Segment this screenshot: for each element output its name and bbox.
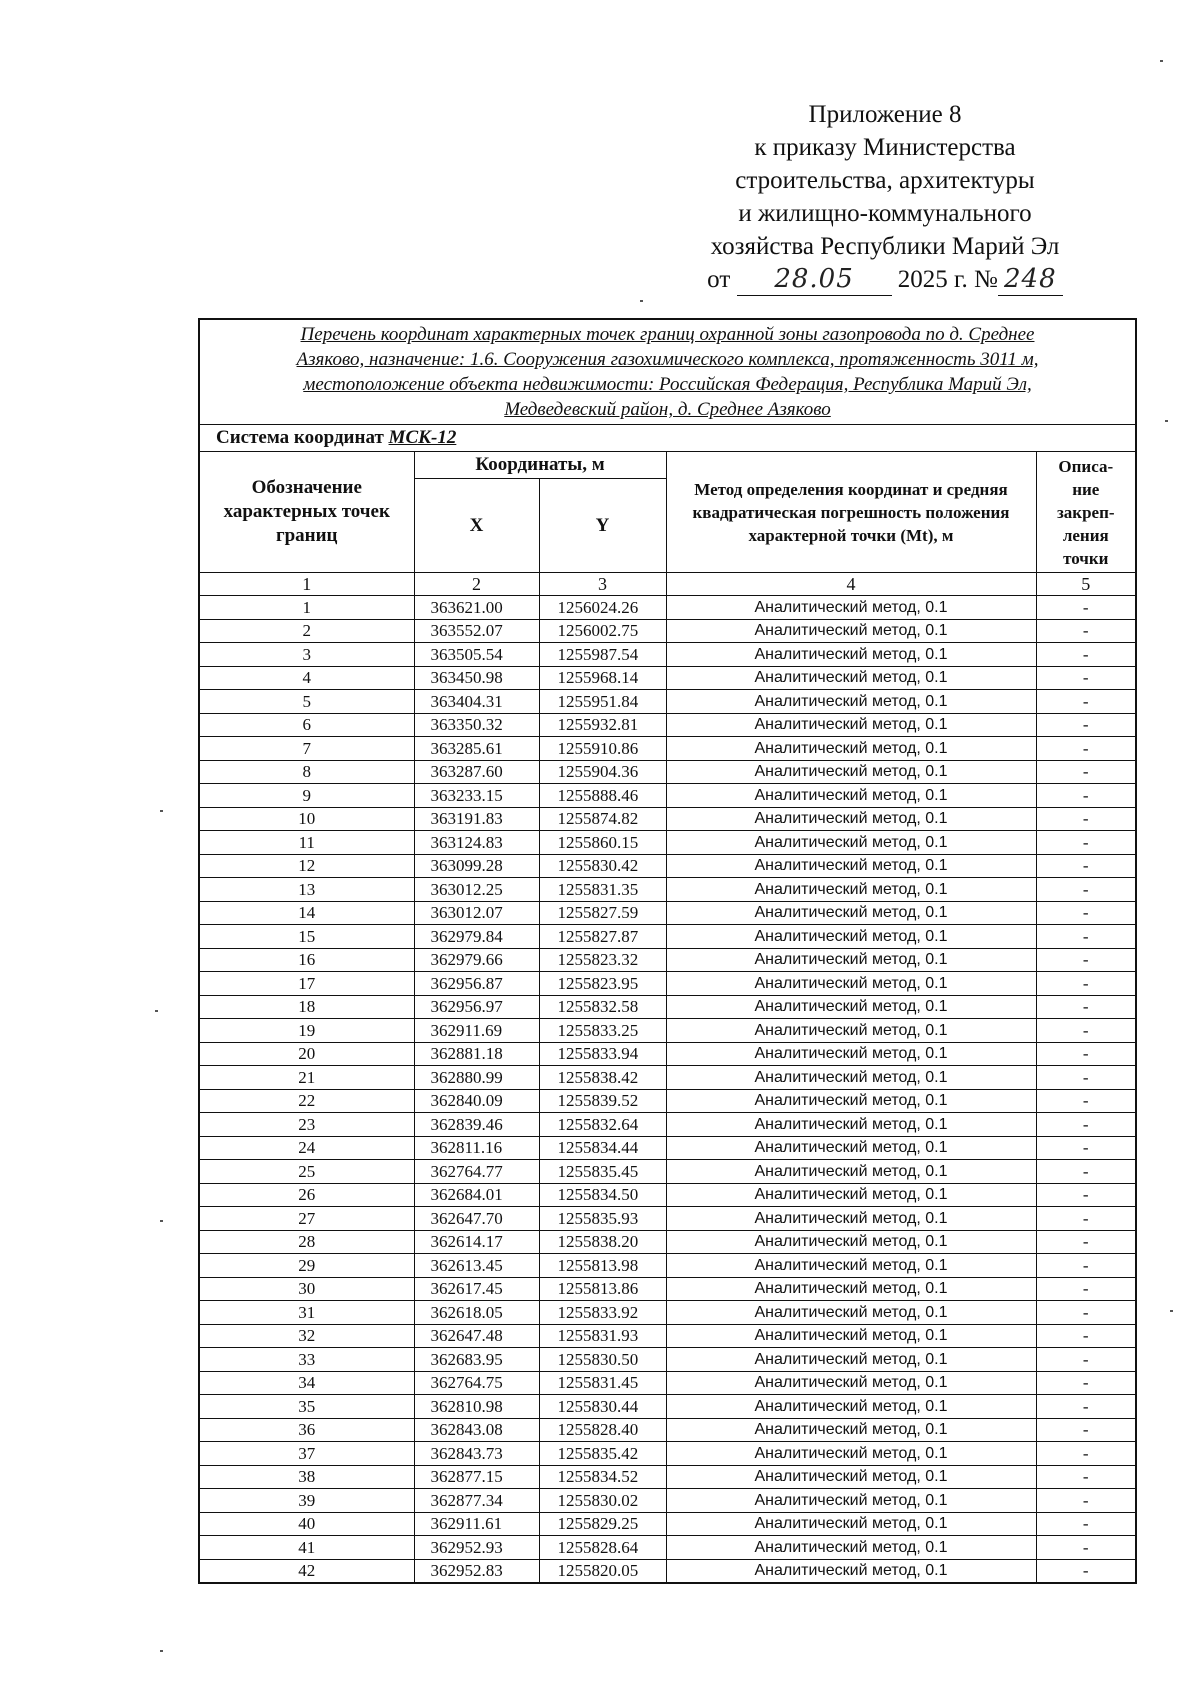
point-number-cell: 42 [199, 1559, 414, 1583]
description-cell: - [1036, 619, 1136, 643]
table-row [199, 1371, 1136, 1395]
description-cell: - [1036, 995, 1136, 1019]
description-cell: - [1036, 1207, 1136, 1231]
x-coordinate-cell: 363124.83 [414, 831, 539, 855]
y-coordinate-cell: 1255831.45 [539, 1371, 666, 1395]
description-cell: - [1036, 690, 1136, 714]
table-row [199, 925, 1136, 949]
description-cell: - [1036, 1465, 1136, 1489]
point-number-cell: 14 [199, 901, 414, 925]
description-cell: - [1036, 1089, 1136, 1113]
scan-speck [1170, 1310, 1173, 1312]
x-coordinate-cell: 362956.87 [414, 972, 539, 996]
table-row [199, 1066, 1136, 1090]
table-row [199, 1512, 1136, 1536]
y-coordinate-cell: 1255888.46 [539, 784, 666, 808]
y-coordinate-cell: 1255833.92 [539, 1301, 666, 1325]
table-row [199, 1230, 1136, 1254]
y-coordinate-cell: 1255834.50 [539, 1183, 666, 1207]
x-coordinate-cell: 362811.16 [414, 1136, 539, 1160]
table-row [199, 807, 1136, 831]
description-cell: - [1036, 1066, 1136, 1090]
method-cell: Аналитический метод, 0.1 [666, 619, 1036, 643]
table-row [199, 666, 1136, 690]
point-number-cell: 30 [199, 1277, 414, 1301]
x-coordinate-cell: 362881.18 [414, 1042, 539, 1066]
method-cell: Аналитический метод, 0.1 [666, 1418, 1036, 1442]
description-cell: - [1036, 1559, 1136, 1583]
table-row [199, 1465, 1136, 1489]
caption-line-3: местоположение объекта недвижимости: Российская Федерация, Республика Марий Эл, [303, 374, 1032, 395]
point-number-cell: 12 [199, 854, 414, 878]
x-coordinate-cell: 363404.31 [414, 690, 539, 714]
y-coordinate-cell: 1255833.94 [539, 1042, 666, 1066]
table-row [199, 1277, 1136, 1301]
table-row [199, 995, 1136, 1019]
description-cell: - [1036, 1136, 1136, 1160]
point-number-cell: 24 [199, 1136, 414, 1160]
table-row [199, 760, 1136, 784]
y-coordinate-cell: 1255823.32 [539, 948, 666, 972]
x-coordinate-cell: 363191.83 [414, 807, 539, 831]
y-coordinate-cell: 1255830.50 [539, 1348, 666, 1372]
description-cell: - [1036, 807, 1136, 831]
table-row [199, 901, 1136, 925]
description-cell: - [1036, 1324, 1136, 1348]
x-coordinate-cell: 362911.69 [414, 1019, 539, 1043]
point-number-cell: 36 [199, 1418, 414, 1442]
method-cell: Аналитический метод, 0.1 [666, 784, 1036, 808]
y-coordinate-cell: 1255831.93 [539, 1324, 666, 1348]
method-cell: Аналитический метод, 0.1 [666, 1395, 1036, 1419]
x-coordinate-cell: 362911.61 [414, 1512, 539, 1536]
table-row [199, 1324, 1136, 1348]
y-coordinate-cell: 1255829.25 [539, 1512, 666, 1536]
table-row [199, 1183, 1136, 1207]
x-coordinate-cell: 363099.28 [414, 854, 539, 878]
method-cell: Аналитический метод, 0.1 [666, 1536, 1036, 1560]
y-coordinate-cell: 1255834.52 [539, 1465, 666, 1489]
x-coordinate-cell: 362647.70 [414, 1207, 539, 1231]
point-number-cell: 26 [199, 1183, 414, 1207]
method-cell: Аналитический метод, 0.1 [666, 831, 1036, 855]
y-coordinate-cell: 1256024.26 [539, 596, 666, 620]
y-coordinate-cell: 1255827.59 [539, 901, 666, 925]
description-cell: - [1036, 1254, 1136, 1278]
point-number-cell: 16 [199, 948, 414, 972]
method-cell: Аналитический метод, 0.1 [666, 1207, 1036, 1231]
method-cell: Аналитический метод, 0.1 [666, 760, 1036, 784]
table-row [199, 972, 1136, 996]
point-number-cell: 35 [199, 1395, 414, 1419]
scan-speck [1160, 60, 1163, 62]
point-number-cell: 19 [199, 1019, 414, 1043]
appendix-date-line [650, 263, 1120, 296]
x-coordinate-cell: 362617.45 [414, 1277, 539, 1301]
table-row [199, 1418, 1136, 1442]
method-cell: Аналитический метод, 0.1 [666, 737, 1036, 761]
header-designation: Обозначение характерных точек границ [199, 452, 414, 573]
description-cell: - [1036, 878, 1136, 902]
description-cell: - [1036, 901, 1136, 925]
point-number-cell: 28 [199, 1230, 414, 1254]
header-description: Описа- ние закреп- ления точки [1036, 452, 1136, 573]
method-cell: Аналитический метод, 0.1 [666, 596, 1036, 620]
column-number: 1 [199, 573, 414, 596]
x-coordinate-cell: 362979.84 [414, 925, 539, 949]
method-cell: Аналитический метод, 0.1 [666, 1254, 1036, 1278]
y-coordinate-cell: 1255839.52 [539, 1089, 666, 1113]
table-row [199, 1160, 1136, 1184]
x-coordinate-cell: 362839.46 [414, 1113, 539, 1137]
x-coordinate-cell: 362877.15 [414, 1465, 539, 1489]
x-coordinate-cell: 363350.32 [414, 713, 539, 737]
table-row [199, 713, 1136, 737]
description-cell: - [1036, 831, 1136, 855]
method-cell: Аналитический метод, 0.1 [666, 995, 1036, 1019]
y-coordinate-cell: 1255874.82 [539, 807, 666, 831]
x-coordinate-cell: 362684.01 [414, 1183, 539, 1207]
table-row [199, 1536, 1136, 1560]
method-cell: Аналитический метод, 0.1 [666, 1113, 1036, 1137]
table-row [199, 1348, 1136, 1372]
point-number-cell: 22 [199, 1089, 414, 1113]
table-row [199, 1207, 1136, 1231]
y-coordinate-cell: 1255832.64 [539, 1113, 666, 1137]
x-coordinate-cell: 362764.75 [414, 1371, 539, 1395]
caption-line-2: Азяково, назначение: 1.6. Сооружения газохимического комплекса, протяженность 3011 м, [296, 349, 1039, 370]
scan-speck [160, 810, 163, 812]
point-number-cell: 33 [199, 1348, 414, 1372]
y-coordinate-cell: 1255830.44 [539, 1395, 666, 1419]
appendix-line-2: к приказу Министерства [754, 134, 1016, 161]
point-number-cell: 31 [199, 1301, 414, 1325]
y-coordinate-cell: 1255813.86 [539, 1277, 666, 1301]
y-coordinate-cell: 1255827.87 [539, 925, 666, 949]
point-number-cell: 27 [199, 1207, 414, 1231]
header-coordinates: Координаты, м [414, 452, 666, 479]
y-coordinate-cell: 1255932.81 [539, 713, 666, 737]
point-number-cell: 13 [199, 878, 414, 902]
method-cell: Аналитический метод, 0.1 [666, 1042, 1036, 1066]
method-cell: Аналитический метод, 0.1 [666, 948, 1036, 972]
x-coordinate-cell: 362683.95 [414, 1348, 539, 1372]
description-cell: - [1036, 760, 1136, 784]
x-coordinate-cell: 363552.07 [414, 619, 539, 643]
point-number-cell: 8 [199, 760, 414, 784]
method-cell: Аналитический метод, 0.1 [666, 1301, 1036, 1325]
method-cell: Аналитический метод, 0.1 [666, 1183, 1036, 1207]
y-coordinate-cell: 1255835.93 [539, 1207, 666, 1231]
description-cell: - [1036, 1160, 1136, 1184]
x-coordinate-cell: 363287.60 [414, 760, 539, 784]
table-caption [199, 319, 1136, 425]
method-cell: Аналитический метод, 0.1 [666, 713, 1036, 737]
method-cell: Аналитический метод, 0.1 [666, 1559, 1036, 1583]
method-cell: Аналитический метод, 0.1 [666, 1066, 1036, 1090]
table-row [199, 1019, 1136, 1043]
x-coordinate-cell: 363505.54 [414, 643, 539, 667]
header-x: X [414, 479, 539, 573]
y-coordinate-cell: 1255904.36 [539, 760, 666, 784]
x-coordinate-cell: 362956.97 [414, 995, 539, 1019]
y-coordinate-cell: 1255834.44 [539, 1136, 666, 1160]
table-body [199, 596, 1136, 1584]
point-number-cell: 5 [199, 690, 414, 714]
description-cell: - [1036, 784, 1136, 808]
y-coordinate-cell: 1255987.54 [539, 643, 666, 667]
method-cell: Аналитический метод, 0.1 [666, 1489, 1036, 1513]
y-coordinate-cell: 1255968.14 [539, 666, 666, 690]
point-number-cell: 10 [199, 807, 414, 831]
point-number-cell: 4 [199, 666, 414, 690]
system-label: Система координат [216, 427, 384, 448]
column-number-row [199, 573, 1136, 596]
method-cell: Аналитический метод, 0.1 [666, 1019, 1036, 1043]
description-cell: - [1036, 1512, 1136, 1536]
point-number-cell: 20 [199, 1042, 414, 1066]
description-cell: - [1036, 1418, 1136, 1442]
date-field [737, 264, 892, 296]
point-number-cell: 7 [199, 737, 414, 761]
y-coordinate-cell: 1255838.20 [539, 1230, 666, 1254]
method-cell: Аналитический метод, 0.1 [666, 807, 1036, 831]
appendix-title: Приложение 8 [808, 101, 962, 128]
method-cell: Аналитический метод, 0.1 [666, 1277, 1036, 1301]
x-coordinate-cell: 363450.98 [414, 666, 539, 690]
table-row [199, 948, 1136, 972]
y-coordinate-cell: 1255832.58 [539, 995, 666, 1019]
method-cell: Аналитический метод, 0.1 [666, 1089, 1036, 1113]
y-coordinate-cell: 1255951.84 [539, 690, 666, 714]
x-coordinate-cell: 363012.07 [414, 901, 539, 925]
handwritten-number: 248 [1004, 264, 1057, 294]
description-cell: - [1036, 643, 1136, 667]
table-row [199, 1254, 1136, 1278]
table-row [199, 1089, 1136, 1113]
method-cell: Аналитический метод, 0.1 [666, 1465, 1036, 1489]
point-number-cell: 21 [199, 1066, 414, 1090]
x-coordinate-cell: 362810.98 [414, 1395, 539, 1419]
x-coordinate-cell: 362647.48 [414, 1324, 539, 1348]
table-row [199, 737, 1136, 761]
y-coordinate-cell: 1255831.35 [539, 878, 666, 902]
point-number-cell: 9 [199, 784, 414, 808]
coordinates-table [198, 318, 1137, 1584]
point-number-cell: 23 [199, 1113, 414, 1137]
description-cell: - [1036, 1395, 1136, 1419]
x-coordinate-cell: 362877.34 [414, 1489, 539, 1513]
x-coordinate-cell: 363621.00 [414, 596, 539, 620]
point-number-cell: 1 [199, 596, 414, 620]
x-coordinate-cell: 362952.93 [414, 1536, 539, 1560]
point-number-cell: 6 [199, 713, 414, 737]
description-cell: - [1036, 1019, 1136, 1043]
point-number-cell: 25 [199, 1160, 414, 1184]
description-cell: - [1036, 972, 1136, 996]
method-cell: Аналитический метод, 0.1 [666, 901, 1036, 925]
y-coordinate-cell: 1255830.42 [539, 854, 666, 878]
method-cell: Аналитический метод, 0.1 [666, 690, 1036, 714]
x-coordinate-cell: 362843.73 [414, 1442, 539, 1466]
x-coordinate-cell: 362979.66 [414, 948, 539, 972]
description-cell: - [1036, 925, 1136, 949]
x-coordinate-cell: 363285.61 [414, 737, 539, 761]
point-number-cell: 37 [199, 1442, 414, 1466]
table-row [199, 596, 1136, 620]
scan-speck [160, 1650, 163, 1652]
header-y: Y [539, 479, 666, 573]
scan-speck [155, 1010, 158, 1012]
description-cell: - [1036, 1277, 1136, 1301]
table-row [199, 1113, 1136, 1137]
method-cell: Аналитический метод, 0.1 [666, 1512, 1036, 1536]
point-number-cell: 39 [199, 1489, 414, 1513]
system-value: МСК-12 [388, 427, 457, 448]
point-number-cell: 18 [199, 995, 414, 1019]
table-row [199, 1559, 1136, 1583]
point-number-cell: 11 [199, 831, 414, 855]
method-cell: Аналитический метод, 0.1 [666, 1324, 1036, 1348]
description-cell: - [1036, 1230, 1136, 1254]
handwritten-date: 28.05 [774, 264, 854, 294]
x-coordinate-cell: 362764.77 [414, 1160, 539, 1184]
point-number-cell: 15 [199, 925, 414, 949]
table-row [199, 690, 1136, 714]
year-label: 2025 г. № [897, 266, 998, 293]
table-row [199, 1301, 1136, 1325]
method-cell: Аналитический метод, 0.1 [666, 925, 1036, 949]
x-coordinate-cell: 362952.83 [414, 1559, 539, 1583]
caption-line-4: Медведевский район, д. Среднее Азяково [504, 399, 831, 420]
description-cell: - [1036, 1301, 1136, 1325]
y-coordinate-cell: 1255828.40 [539, 1418, 666, 1442]
x-coordinate-cell: 363012.25 [414, 878, 539, 902]
method-cell: Аналитический метод, 0.1 [666, 972, 1036, 996]
from-label: от [707, 266, 731, 293]
column-number: 3 [539, 573, 666, 596]
table-row [199, 1442, 1136, 1466]
number-field [998, 264, 1063, 296]
scan-speck [160, 1220, 163, 1222]
description-cell: - [1036, 713, 1136, 737]
method-cell: Аналитический метод, 0.1 [666, 1160, 1036, 1184]
method-cell: Аналитический метод, 0.1 [666, 643, 1036, 667]
method-cell: Аналитический метод, 0.1 [666, 1136, 1036, 1160]
y-coordinate-cell: 1255830.02 [539, 1489, 666, 1513]
description-cell: - [1036, 737, 1136, 761]
caption-line-1: Перечень координат характерных точек границ охранной зоны газопровода по д. Среднее [300, 324, 1035, 345]
table-row [199, 1136, 1136, 1160]
x-coordinate-cell: 362843.08 [414, 1418, 539, 1442]
table-row [199, 1042, 1136, 1066]
point-number-cell: 3 [199, 643, 414, 667]
method-cell: Аналитический метод, 0.1 [666, 878, 1036, 902]
x-coordinate-cell: 362840.09 [414, 1089, 539, 1113]
y-coordinate-cell: 1255823.95 [539, 972, 666, 996]
column-number: 5 [1036, 573, 1136, 596]
table-row [199, 619, 1136, 643]
description-cell: - [1036, 1536, 1136, 1560]
description-cell: - [1036, 854, 1136, 878]
header-method: Метод определения координат и средняя квадратическая погрешность положения характерной точки (Mt), м [666, 452, 1036, 573]
point-number-cell: 2 [199, 619, 414, 643]
method-cell: Аналитический метод, 0.1 [666, 666, 1036, 690]
table-row [199, 854, 1136, 878]
x-coordinate-cell: 362618.05 [414, 1301, 539, 1325]
table-row [199, 1489, 1136, 1513]
table-row [199, 878, 1136, 902]
point-number-cell: 41 [199, 1536, 414, 1560]
description-cell: - [1036, 1348, 1136, 1372]
y-coordinate-cell: 1255820.05 [539, 1559, 666, 1583]
x-coordinate-cell: 362614.17 [414, 1230, 539, 1254]
scan-speck [1165, 420, 1168, 422]
point-number-cell: 34 [199, 1371, 414, 1395]
description-cell: - [1036, 948, 1136, 972]
y-coordinate-cell: 1255828.64 [539, 1536, 666, 1560]
method-cell: Аналитический метод, 0.1 [666, 1442, 1036, 1466]
y-coordinate-cell: 1255833.25 [539, 1019, 666, 1043]
method-cell: Аналитический метод, 0.1 [666, 1371, 1036, 1395]
description-cell: - [1036, 1113, 1136, 1137]
column-number: 4 [666, 573, 1036, 596]
appendix-line-5: хозяйства Республики Марий Эл [710, 233, 1060, 260]
point-number-cell: 32 [199, 1324, 414, 1348]
description-cell: - [1036, 666, 1136, 690]
y-coordinate-cell: 1255835.42 [539, 1442, 666, 1466]
appendix-header [650, 98, 1120, 296]
scan-speck [640, 300, 643, 302]
description-cell: - [1036, 1489, 1136, 1513]
y-coordinate-cell: 1255860.15 [539, 831, 666, 855]
coordinate-system-row [199, 425, 1136, 452]
appendix-line-4: и жилищно-коммунального [738, 200, 1032, 227]
y-coordinate-cell: 1255835.45 [539, 1160, 666, 1184]
x-coordinate-cell: 362613.45 [414, 1254, 539, 1278]
point-number-cell: 17 [199, 972, 414, 996]
table-row [199, 784, 1136, 808]
description-cell: - [1036, 1371, 1136, 1395]
method-cell: Аналитический метод, 0.1 [666, 1230, 1036, 1254]
table-row [199, 643, 1136, 667]
y-coordinate-cell: 1255910.86 [539, 737, 666, 761]
y-coordinate-cell: 1256002.75 [539, 619, 666, 643]
point-number-cell: 38 [199, 1465, 414, 1489]
method-cell: Аналитический метод, 0.1 [666, 1348, 1036, 1372]
point-number-cell: 29 [199, 1254, 414, 1278]
point-number-cell: 40 [199, 1512, 414, 1536]
column-number: 2 [414, 573, 539, 596]
appendix-line-3: строительства, архитектуры [735, 167, 1035, 194]
table-row [199, 1395, 1136, 1419]
description-cell: - [1036, 1442, 1136, 1466]
y-coordinate-cell: 1255813.98 [539, 1254, 666, 1278]
description-cell: - [1036, 1183, 1136, 1207]
y-coordinate-cell: 1255838.42 [539, 1066, 666, 1090]
table-row [199, 831, 1136, 855]
x-coordinate-cell: 363233.15 [414, 784, 539, 808]
x-coordinate-cell: 362880.99 [414, 1066, 539, 1090]
method-cell: Аналитический метод, 0.1 [666, 854, 1036, 878]
description-cell: - [1036, 1042, 1136, 1066]
description-cell: - [1036, 596, 1136, 620]
